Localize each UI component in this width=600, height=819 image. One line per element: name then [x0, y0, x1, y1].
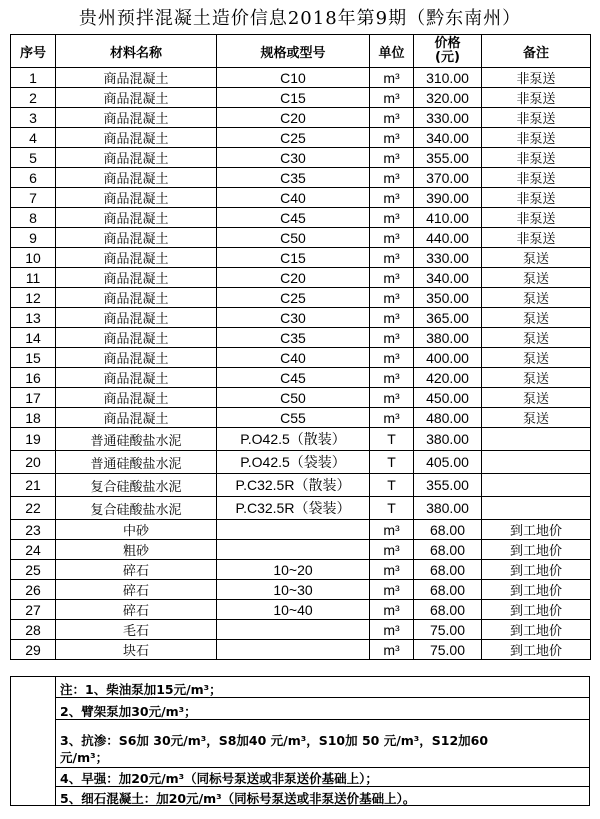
cell-index: 27	[11, 600, 56, 620]
cell-remark	[482, 451, 591, 474]
cell-remark: 非泵送	[482, 148, 591, 168]
cell-spec: C15	[217, 88, 370, 108]
cell-spec: C40	[217, 188, 370, 208]
cell-price: 420.00	[414, 368, 482, 388]
note-line-3: 3、抗渗：S6加 30元/m³，S8加40 元/m³，S10加 50 元/m³，S12加60	[60, 733, 489, 748]
cell-remark: 到工地价	[482, 560, 591, 580]
cell-index: 9	[11, 228, 56, 248]
cell-name: 碎石	[56, 560, 217, 580]
cell-name: 块石	[56, 640, 217, 660]
cell-spec: C55	[217, 408, 370, 428]
table-row	[11, 88, 591, 108]
cell-index: 23	[11, 520, 56, 540]
cell-spec	[217, 620, 370, 640]
cell-name: 商品混凝土	[56, 148, 217, 168]
cell-name: 商品混凝土	[56, 288, 217, 308]
cell-spec	[217, 540, 370, 560]
cell-price: 380.00	[414, 428, 482, 451]
cell-unit: m³	[370, 640, 414, 660]
cell-spec: P.O42.5（袋装）	[217, 451, 370, 474]
cell-unit: m³	[370, 620, 414, 640]
table-row	[11, 248, 591, 268]
table-row	[11, 497, 591, 520]
note-line-4: 4、早强：加20元/m³（同标号泵送或非泵送价基础上）；	[60, 771, 378, 786]
cell-price: 350.00	[414, 288, 482, 308]
cell-unit: T	[370, 497, 414, 520]
table-row	[11, 540, 591, 560]
cell-price: 410.00	[414, 208, 482, 228]
cell-price: 340.00	[414, 128, 482, 148]
cell-price: 310.00	[414, 68, 482, 88]
cell-index: 22	[11, 497, 56, 520]
cell-price: 390.00	[414, 188, 482, 208]
cell-spec: C30	[217, 148, 370, 168]
cell-price: 355.00	[414, 148, 482, 168]
cell-price: 380.00	[414, 497, 482, 520]
cell-remark: 到工地价	[482, 620, 591, 640]
cell-remark: 泵送	[482, 368, 591, 388]
cell-spec: C25	[217, 288, 370, 308]
cell-spec: C45	[217, 368, 370, 388]
cell-remark: 非泵送	[482, 168, 591, 188]
cell-spec: C40	[217, 348, 370, 368]
cell-unit: m³	[370, 208, 414, 228]
cell-name: 商品混凝土	[56, 188, 217, 208]
cell-price: 330.00	[414, 108, 482, 128]
cell-name: 商品混凝土	[56, 408, 217, 428]
cell-index: 21	[11, 474, 56, 497]
cell-index: 18	[11, 408, 56, 428]
cell-remark: 非泵送	[482, 108, 591, 128]
cell-index: 26	[11, 580, 56, 600]
cell-price: 330.00	[414, 248, 482, 268]
cell-spec: C10	[217, 68, 370, 88]
cell-index: 6	[11, 168, 56, 188]
cell-spec: C50	[217, 228, 370, 248]
cell-remark: 非泵送	[482, 228, 591, 248]
cell-unit: m³	[370, 408, 414, 428]
cell-price: 320.00	[414, 88, 482, 108]
cell-price: 355.00	[414, 474, 482, 497]
cell-remark: 泵送	[482, 408, 591, 428]
cell-remark: 泵送	[482, 388, 591, 408]
cell-spec: C30	[217, 308, 370, 328]
cell-name: 商品混凝土	[56, 268, 217, 288]
cell-remark: 非泵送	[482, 128, 591, 148]
cell-price: 440.00	[414, 228, 482, 248]
table-row	[11, 68, 591, 88]
cell-unit: m³	[370, 168, 414, 188]
cell-remark: 到工地价	[482, 580, 591, 600]
cell-price: 68.00	[414, 560, 482, 580]
cell-spec: C25	[217, 128, 370, 148]
cell-name: 商品混凝土	[56, 228, 217, 248]
cell-index: 15	[11, 348, 56, 368]
table-row	[11, 474, 591, 497]
cell-unit: m³	[370, 580, 414, 600]
cell-spec: P.C32.5R（散装）	[217, 474, 370, 497]
cell-name: 商品混凝土	[56, 208, 217, 228]
cell-unit: m³	[370, 328, 414, 348]
table-row	[11, 620, 591, 640]
cell-name: 商品混凝土	[56, 68, 217, 88]
cell-index: 29	[11, 640, 56, 660]
cell-unit: m³	[370, 368, 414, 388]
cell-index: 19	[11, 428, 56, 451]
cell-remark: 泵送	[482, 288, 591, 308]
cell-unit: m³	[370, 540, 414, 560]
cell-unit: m³	[370, 288, 414, 308]
cell-remark: 非泵送	[482, 68, 591, 88]
cell-name: 商品混凝土	[56, 308, 217, 328]
cell-spec: C20	[217, 108, 370, 128]
table-row	[11, 368, 591, 388]
cell-name: 普通硅酸盐水泥	[56, 428, 217, 451]
note-divider	[56, 786, 589, 787]
table-row	[11, 288, 591, 308]
note-line-2: 2、臂架泵加30元/m³；	[60, 704, 197, 719]
cell-spec: C45	[217, 208, 370, 228]
cell-unit: m³	[370, 308, 414, 328]
cell-spec: 10~30	[217, 580, 370, 600]
table-row	[11, 228, 591, 248]
cell-index: 14	[11, 328, 56, 348]
cell-remark: 泵送	[482, 308, 591, 328]
cell-remark: 到工地价	[482, 540, 591, 560]
note-line-1: 注：1、柴油泵加15元/m³；	[60, 682, 222, 697]
note-divider	[56, 767, 589, 768]
cell-index: 20	[11, 451, 56, 474]
cell-unit: m³	[370, 108, 414, 128]
cell-price: 75.00	[414, 640, 482, 660]
table-row	[11, 268, 591, 288]
table-row	[11, 308, 591, 328]
cell-index: 1	[11, 68, 56, 88]
cell-name: 商品混凝土	[56, 348, 217, 368]
header-unit: 单位	[370, 35, 414, 68]
table-row	[11, 348, 591, 368]
header-index: 序号	[11, 35, 56, 68]
cell-unit: m³	[370, 148, 414, 168]
cell-name: 商品混凝土	[56, 108, 217, 128]
cell-remark: 泵送	[482, 328, 591, 348]
header-remark: 备注	[482, 35, 591, 68]
price-table	[10, 34, 591, 660]
cell-price: 370.00	[414, 168, 482, 188]
cell-price: 365.00	[414, 308, 482, 328]
table-row	[11, 328, 591, 348]
cell-name: 普通硅酸盐水泥	[56, 451, 217, 474]
notes-gutter	[11, 677, 56, 805]
header-spec: 规格或型号	[217, 35, 370, 68]
cell-unit: m³	[370, 128, 414, 148]
page-title: 贵州预拌混凝土造价信息2018年第9期（黔东南州）	[78, 8, 522, 29]
table-row	[11, 388, 591, 408]
cell-unit: m³	[370, 188, 414, 208]
cell-index: 17	[11, 388, 56, 408]
table-row	[11, 408, 591, 428]
cell-spec: P.C32.5R（袋装）	[217, 497, 370, 520]
cell-remark: 到工地价	[482, 640, 591, 660]
table-row	[11, 580, 591, 600]
cell-unit: m³	[370, 388, 414, 408]
table-header-row	[11, 35, 591, 68]
table-row	[11, 520, 591, 540]
header-price-line2: (元)	[435, 50, 460, 65]
cell-index: 2	[11, 88, 56, 108]
cell-unit: m³	[370, 248, 414, 268]
cell-index: 5	[11, 148, 56, 168]
cell-price: 68.00	[414, 540, 482, 560]
cell-name: 商品混凝土	[56, 88, 217, 108]
cell-spec: C20	[217, 268, 370, 288]
table-row	[11, 208, 591, 228]
cell-index: 7	[11, 188, 56, 208]
table-row	[11, 451, 591, 474]
cell-spec: P.O42.5（散装）	[217, 428, 370, 451]
cell-index: 11	[11, 268, 56, 288]
cell-name: 商品混凝土	[56, 388, 217, 408]
note-divider	[56, 719, 589, 720]
cell-price: 480.00	[414, 408, 482, 428]
cell-price: 68.00	[414, 600, 482, 620]
cell-spec	[217, 640, 370, 660]
cell-remark: 非泵送	[482, 88, 591, 108]
cell-name: 商品混凝土	[56, 248, 217, 268]
cell-price: 68.00	[414, 580, 482, 600]
cell-remark: 到工地价	[482, 520, 591, 540]
cell-remark: 非泵送	[482, 188, 591, 208]
cell-spec: 10~20	[217, 560, 370, 580]
note-line-5: 5、细石混凝土：加20元/m³（同标号泵送或非泵送价基础上）。	[60, 791, 416, 806]
cell-name: 碎石	[56, 580, 217, 600]
cell-name: 中砂	[56, 520, 217, 540]
cell-price: 380.00	[414, 328, 482, 348]
cell-index: 24	[11, 540, 56, 560]
cell-index: 4	[11, 128, 56, 148]
table-row	[11, 428, 591, 451]
cell-remark: 泵送	[482, 248, 591, 268]
cell-spec: 10~40	[217, 600, 370, 620]
cell-unit: m³	[370, 228, 414, 248]
notes-block	[10, 676, 590, 806]
cell-index: 28	[11, 620, 56, 640]
header-name: 材料名称	[56, 35, 217, 68]
cell-spec: C35	[217, 168, 370, 188]
cell-price: 75.00	[414, 620, 482, 640]
cell-unit: T	[370, 428, 414, 451]
table-row	[11, 640, 591, 660]
cell-name: 复合硅酸盐水泥	[56, 497, 217, 520]
cell-name: 粗砂	[56, 540, 217, 560]
cell-price: 450.00	[414, 388, 482, 408]
cell-index: 3	[11, 108, 56, 128]
cell-remark: 泵送	[482, 268, 591, 288]
table-row	[11, 560, 591, 580]
cell-name: 商品混凝土	[56, 168, 217, 188]
cell-name: 毛石	[56, 620, 217, 640]
cell-name: 商品混凝土	[56, 328, 217, 348]
cell-remark	[482, 428, 591, 451]
table-row	[11, 128, 591, 148]
table-row	[11, 600, 591, 620]
cell-name: 复合硅酸盐水泥	[56, 474, 217, 497]
table-row	[11, 148, 591, 168]
note-line-3-cont: 元/m³；	[60, 750, 109, 765]
cell-remark: 泵送	[482, 348, 591, 368]
cell-unit: m³	[370, 348, 414, 368]
cell-unit: m³	[370, 560, 414, 580]
cell-price: 405.00	[414, 451, 482, 474]
cell-spec: C35	[217, 328, 370, 348]
cell-index: 8	[11, 208, 56, 228]
cell-unit: m³	[370, 88, 414, 108]
cell-unit: m³	[370, 68, 414, 88]
note-divider	[56, 697, 589, 698]
cell-name: 商品混凝土	[56, 128, 217, 148]
cell-remark: 非泵送	[482, 208, 591, 228]
table-row	[11, 188, 591, 208]
cell-price: 68.00	[414, 520, 482, 540]
cell-index: 12	[11, 288, 56, 308]
cell-index: 25	[11, 560, 56, 580]
cell-name: 碎石	[56, 600, 217, 620]
table-row	[11, 168, 591, 188]
cell-unit: T	[370, 474, 414, 497]
header-price	[414, 35, 482, 68]
cell-unit: m³	[370, 268, 414, 288]
cell-index: 13	[11, 308, 56, 328]
header-price-line1: 价格	[434, 36, 461, 51]
cell-index: 10	[11, 248, 56, 268]
cell-spec	[217, 520, 370, 540]
cell-remark: 到工地价	[482, 600, 591, 620]
cell-unit: m³	[370, 520, 414, 540]
table-row	[11, 108, 591, 128]
cell-unit: m³	[370, 600, 414, 620]
cell-spec: C50	[217, 388, 370, 408]
cell-name: 商品混凝土	[56, 368, 217, 388]
cell-remark	[482, 474, 591, 497]
cell-unit: T	[370, 451, 414, 474]
cell-price: 400.00	[414, 348, 482, 368]
cell-remark	[482, 497, 591, 520]
cell-index: 16	[11, 368, 56, 388]
cell-spec: C15	[217, 248, 370, 268]
cell-price: 340.00	[414, 268, 482, 288]
